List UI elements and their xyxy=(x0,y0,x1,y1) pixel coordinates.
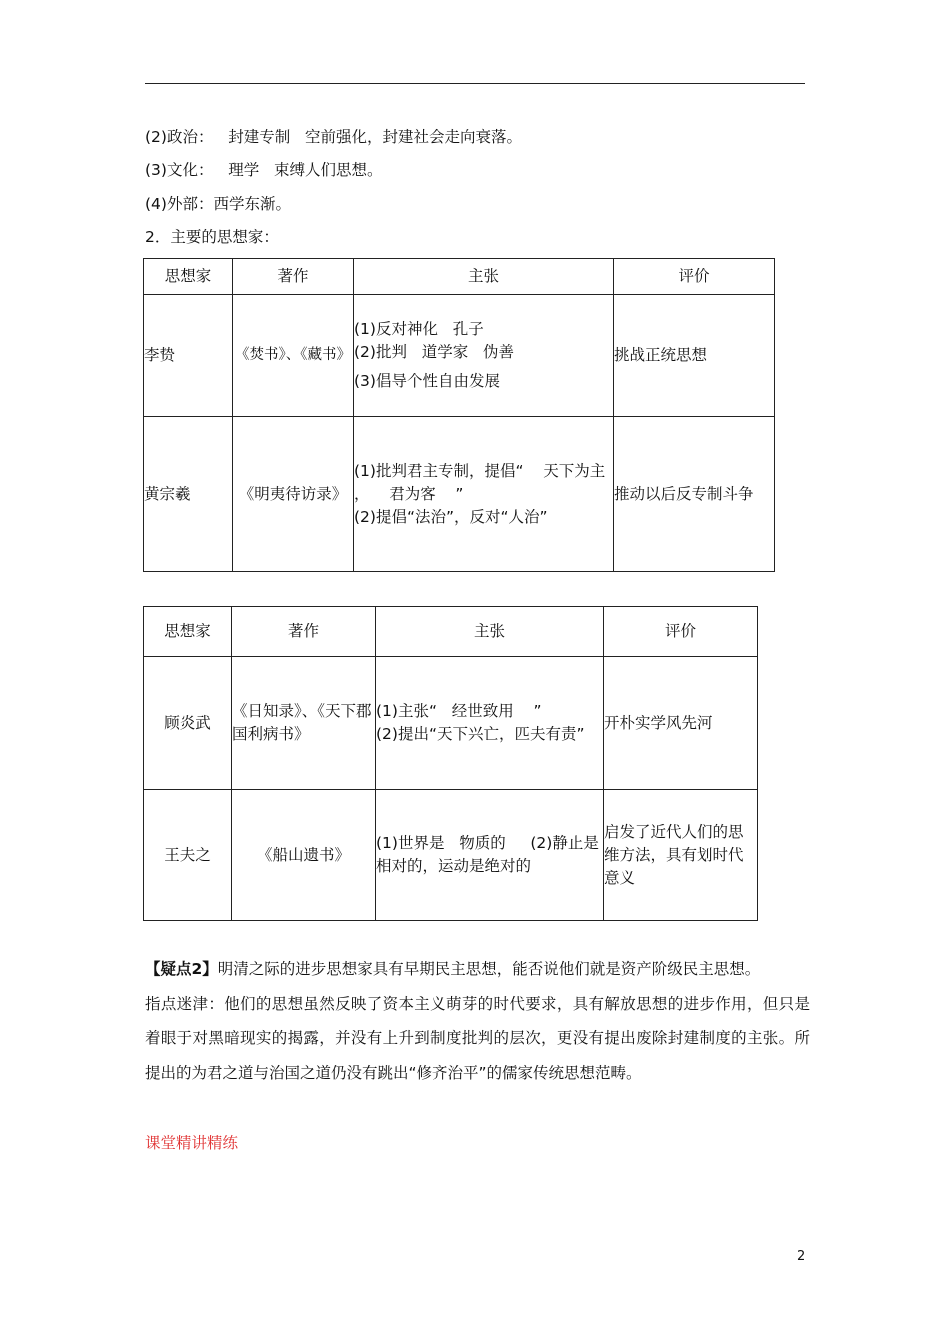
evaluation-cell xyxy=(604,790,758,921)
claim-item: (1)世界是 物质的 (2)静止是相对的，运动是绝对的 xyxy=(376,834,599,875)
claim-item: (2)提倡“法治”，反对“人治” xyxy=(354,507,548,526)
doubt-question xyxy=(145,952,810,987)
claims-cell xyxy=(376,657,604,790)
header-claims: 主张 xyxy=(376,607,604,657)
claim-item: (1)批判君主专制，提倡“ 天下为主 ， 君为客 ” xyxy=(354,461,625,503)
header-works: 著作 xyxy=(232,607,376,657)
doubt-label: 【疑点2】 xyxy=(145,960,218,978)
claim-item: (3)倡导个性自由发展 xyxy=(354,372,500,390)
header-claims: 主张 xyxy=(354,259,614,295)
intro-line-politics: (2)政治： 封建专制 空前强化，封建社会走向衰落。 xyxy=(145,128,523,146)
table-row xyxy=(144,417,775,572)
header-evaluation: 评价 xyxy=(604,607,758,657)
claims-cell xyxy=(376,790,604,921)
table-row xyxy=(144,790,758,921)
doubt-question-text: 明清之际的进步思想家具有早期民主思想，能否说他们就是资产阶级民主思想。 xyxy=(217,960,761,978)
thinker-cell: 李贽 xyxy=(144,295,233,417)
header-rule xyxy=(145,83,805,84)
works-cell xyxy=(232,657,376,790)
works-cell: 《焚书》、《藏书》 xyxy=(233,295,354,417)
table-row xyxy=(144,295,775,417)
section-heading: 课堂精讲精练 xyxy=(145,1134,239,1152)
works-text: 《日知录》、《天下郡国利病书》 xyxy=(232,702,372,743)
claims-cell xyxy=(354,295,614,417)
header-thinker: 思想家 xyxy=(144,607,232,657)
evaluation-cell: 挑战正统思想 xyxy=(614,295,775,417)
header-works: 著作 xyxy=(233,259,354,295)
table-header-row xyxy=(144,259,775,295)
header-thinker: 思想家 xyxy=(144,259,233,295)
intro-line-thinkers-heading: 2．主要的思想家： xyxy=(145,228,279,246)
doubt-paragraph xyxy=(145,952,810,1090)
claim-item: (1)主张“ 经世致用 ” xyxy=(376,702,542,720)
table-header-row xyxy=(144,607,758,657)
claims-cell xyxy=(354,417,625,572)
claim-item: (2)提出“天下兴亡，匹夫有责” xyxy=(376,725,585,743)
thinker-cell: 黄宗羲 xyxy=(144,417,233,572)
table-row xyxy=(144,657,758,790)
works-cell: 《船山遗书》 xyxy=(232,790,376,921)
thinker-cell: 顾炎武 xyxy=(144,657,232,790)
intro-line-culture: (3)文化： 理学 束缚人们思想。 xyxy=(145,161,383,179)
thinkers-table-1 xyxy=(143,258,775,572)
thinker-cell: 王夫之 xyxy=(144,790,232,921)
evaluation-cell: 推动以后反专制斗争 xyxy=(614,417,775,572)
claim-item: (1)反对神化 孔子 xyxy=(354,320,484,338)
header-evaluation: 评价 xyxy=(614,259,775,295)
page-number: 2 xyxy=(797,1249,806,1264)
doubt-answer: 指点迷津：他们的思想虽然反映了资本主义萌芽的时代要求，具有解放思想的进步作用，但只是着眼于对黑暗现实的揭露，并没有上升到制度批判的层次，更没有提出废除封建制度的主张。所提出的为君之道与治国之道仍没有跳出“修齐治平”的儒家传统思想范畴。 xyxy=(145,994,810,1082)
thinkers-table-2 xyxy=(143,606,758,921)
intro-line-foreign: (4)外部：西学东渐。 xyxy=(145,195,291,213)
evaluation-cell: 开朴实学风先河 xyxy=(604,657,758,790)
evaluation-text: 启发了近代人们的思维方法，具有划时代意义 xyxy=(604,822,744,887)
claim-item: (2)批判 道学家 伪善 xyxy=(354,343,515,361)
works-cell: 《明夷待访录》 xyxy=(233,417,354,572)
